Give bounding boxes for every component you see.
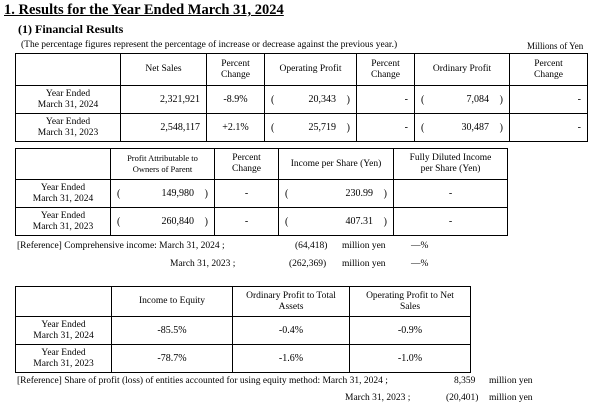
table-header-row [16, 54, 588, 86]
header-percent-change [207, 54, 265, 86]
profit-attributable-value: ( 149,980 ) [111, 180, 215, 208]
profit-attributable-value: ( 260,840 ) [111, 208, 215, 236]
header-pc-line1: Percent [232, 153, 261, 163]
ordinary-profit-number: 30,487 [461, 122, 489, 133]
row-label-line2: March 31, 2023 [33, 358, 94, 369]
header-income-per-share: Income per Share (Yen) [279, 149, 394, 180]
table-header-row [16, 287, 471, 317]
row-label-line1: Year Ended [41, 319, 86, 330]
comprehensive-income-label-2024: [Reference] Comprehensive income: March 31, 2024 ; [17, 241, 225, 251]
income-per-share-number: 230.99 [345, 188, 373, 199]
income-to-equity-value: -78.7% [112, 345, 233, 373]
header-opns-line2: Sales [399, 301, 421, 312]
operating-profit-value: ( 20,343 ) [265, 86, 357, 114]
percent-change-value: +2.1% [207, 114, 265, 142]
profitability-ratios-table [15, 286, 471, 373]
header-percent-change-text: Percent Change [533, 58, 564, 80]
row-label-line1: Year Ended [40, 182, 86, 193]
percent-change-value: - [357, 86, 415, 114]
header-percent-change-text: Percent Change [370, 58, 401, 80]
row-label-line1: Year Ended [41, 347, 86, 358]
diluted-income-value: - [394, 208, 508, 236]
table-row [16, 114, 588, 142]
profit-per-share-table [15, 148, 508, 236]
profit-attributable-number: 149,980 [161, 188, 194, 199]
header-diluted-income [394, 149, 508, 180]
net-sales-value: 2,321,921 [121, 86, 207, 114]
header-percent-change [357, 54, 415, 86]
header-diluted-line2: per Share (Yen) [420, 164, 481, 174]
section-subtitle: (1) Financial Results [18, 22, 124, 36]
header-opta-line1: Ordinary Profit to Total [246, 290, 336, 301]
row-label-line2: March 31, 2024 [32, 193, 94, 204]
comprehensive-income-pct-2024: —% [411, 241, 429, 251]
header-pc-line2: Change [231, 164, 262, 174]
equity-method-value-2023: (20,401) [446, 393, 479, 403]
financial-results-table [15, 53, 588, 142]
header-opns-line1: Operating Profit to Net [366, 290, 454, 301]
header-profit-line1: Profit Attributable to [127, 153, 198, 163]
header-percent-change [215, 149, 279, 180]
operating-profit-number: 20,343 [308, 94, 336, 105]
ordinary-profit-number: 7,084 [466, 94, 489, 105]
ordinary-profit-value: ( 30,487 ) [415, 114, 510, 142]
header-opta-line2: Assets [278, 301, 304, 312]
percentage-note: (The percentage figures represent the percentage of increase or decrease against the previous year.) [21, 40, 398, 50]
equity-method-unit-2023: million yen [489, 393, 533, 403]
equity-method-value-2024: 8,359 [454, 376, 476, 386]
equity-method-unit-2024: million yen [489, 376, 533, 386]
table-row [16, 86, 588, 114]
percent-change-value: - [215, 208, 279, 236]
diluted-income-value: - [394, 180, 508, 208]
row-label-line1: Year Ended [45, 88, 91, 99]
income-per-share-value: ( 407.31 ) [279, 208, 394, 236]
income-to-equity-value: -85.5% [112, 317, 233, 345]
header-profit-attributable [111, 149, 215, 180]
header-blank [16, 287, 112, 317]
income-per-share-value: ( 230.99 ) [279, 180, 394, 208]
ordinary-profit-to-assets-value: -1.6% [233, 345, 350, 373]
operating-profit-number: 25,719 [308, 122, 336, 133]
units-label: Millions of Yen [527, 41, 584, 51]
comprehensive-income-unit-2023: million yen [342, 259, 386, 269]
header-net-sales: Net Sales [121, 54, 207, 86]
percent-change-value: - [215, 180, 279, 208]
header-blank [16, 149, 111, 180]
header-percent-change [510, 54, 588, 86]
net-sales-value: 2,548,117 [121, 114, 207, 142]
comprehensive-income-label-2023: March 31, 2023 ; [170, 259, 236, 269]
table-row [16, 180, 508, 208]
comprehensive-income-pct-2023: —% [411, 259, 429, 269]
comprehensive-income-value-2024: (64,418) [295, 241, 328, 251]
table-row [16, 208, 508, 236]
header-diluted-line1: Fully Diluted Income [409, 153, 492, 163]
header-ordinary-profit: Ordinary Profit [415, 54, 510, 86]
row-label [16, 345, 112, 373]
operating-profit-to-sales-value: -1.0% [350, 345, 471, 373]
percent-change-value: - [357, 114, 415, 142]
equity-method-label-2023: March 31, 2023 ; [345, 393, 411, 403]
percent-change-value: - [510, 86, 588, 114]
row-label [16, 180, 111, 208]
ordinary-profit-value: ( 7,084 ) [415, 86, 510, 114]
percent-change-value: -8.9% [207, 86, 265, 114]
table-row [16, 317, 471, 345]
comprehensive-income-unit-2024: million yen [342, 241, 386, 251]
profit-attributable-number: 260,840 [161, 216, 194, 227]
header-operating-profit: Operating Profit [265, 54, 357, 86]
operating-profit-value: ( 25,719 ) [265, 114, 357, 142]
operating-profit-to-sales-value: -0.9% [350, 317, 471, 345]
row-label-line2: March 31, 2023 [37, 127, 99, 138]
table-header-row [16, 149, 508, 180]
ordinary-profit-to-assets-value: -0.4% [233, 317, 350, 345]
header-income-to-equity: Income to Equity [112, 287, 233, 317]
header-operating-profit-to-sales [350, 287, 471, 317]
percent-change-value: - [510, 114, 588, 142]
row-label-line2: March 31, 2024 [33, 330, 94, 341]
row-label [16, 86, 121, 114]
header-ordinary-profit-to-assets [233, 287, 350, 317]
row-label [16, 208, 111, 236]
comprehensive-income-value-2023: (262,369) [289, 259, 327, 269]
row-label-line2: March 31, 2024 [37, 99, 99, 110]
header-profit-line2: Owners of Parent [132, 164, 193, 174]
row-label [16, 114, 121, 142]
row-label-line1: Year Ended [45, 116, 91, 127]
income-per-share-number: 407.31 [345, 216, 373, 227]
section-title: 1. Results for the Year Ended March 31, 2024 [4, 2, 284, 18]
row-label [16, 317, 112, 345]
equity-method-label-2024: [Reference] Share of profit (loss) of entities accounted for using equity method: March 31, 2024 ; [17, 376, 388, 386]
row-label-line1: Year Ended [40, 210, 86, 221]
header-percent-change-text: Percent Change [220, 58, 251, 80]
table-row [16, 345, 471, 373]
header-blank [16, 54, 121, 86]
row-label-line2: March 31, 2023 [32, 221, 94, 232]
